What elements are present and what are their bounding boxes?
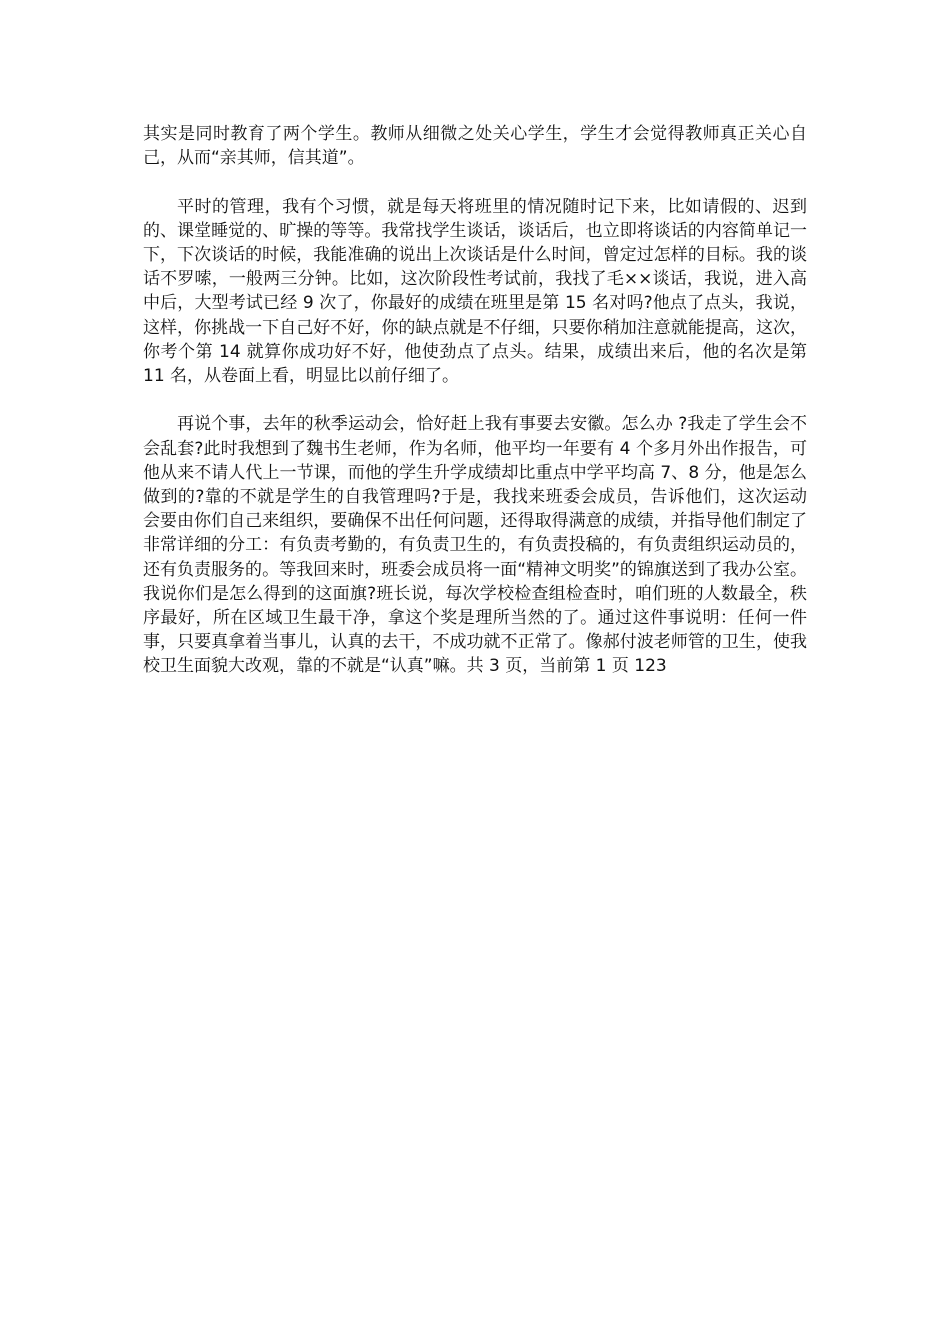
paragraph-1: 其实是同时教育了两个学生。教师从细微之处关心学生，学生才会觉得教师真正关心自己，从而“亲其师，信其道”。 xyxy=(143,124,807,169)
paragraph-3: 再说个事，去年的秋季运动会，恰好赶上我有事要去安徽。怎么办 ?我走了学生会不会乱套?此时我想到了魏书生老师，作为名师，他平均一年要有 4 个多月外出作报告，可他从来不请人代上一节课，而他的学生升学成绩却比重点中学平均高 7、8 分，他是怎么做到的?靠的不就是学生的自我管理吗?于是，我找来班委会成员，告诉他们，这次运动会要由你们自己来组织，要确保不出任何问题，还得取得满意的成绩，并指导他们制定了非常详细的分工：有负责考勤的，有负责卫生的，有负责投稿的，有负责组织运动员的，还有负责服务的。等我回来时，班委会成员将一面“精神文明奖”的锦旗送到了我办公室。我说你们是怎么得到的这面旗?班长说，每次学校检查组检查时，咱们班的人数最全，秩序最好，所在区域卫生最干净，拿这个奖是理所当然的了。通过这件事说明：任何一件事，只要真拿着当事儿，认真的去干，不成功就不正常了。像郝付波老师管的卫生，使我校卫生面貌大改观，靠的不就是“认真”嘛。共 3 页，当前第 1 页 123 xyxy=(143,414,807,677)
document-body xyxy=(143,122,807,679)
paragraph-2: 平时的管理，我有个习惯，就是每天将班里的情况随时记下来，比如请假的、迟到的、课堂睡觉的、旷操的等等。我常找学生谈话，谈话后，也立即将谈话的内容简单记一下，下次谈话的时候，我能准确的说出上次谈话是什么时间，曾定过怎样的目标。我的谈话不罗嗦，一般两三分钟。比如，这次阶段性考试前，我找了毛××谈话，我说，进入高中后，大型考试已经 9 次了，你最好的成绩在班里是第 15 名对吗?他点了点头，我说，这样，你挑战一下自己好不好，你的缺点就是不仔细，只要你稍加注意就能提高，这次，你考个第 14 就算你成功好不好，他使劲点了点头。结果，成绩出来后，他的名次是第 11 名，从卷面上看，明显比以前仔细了。 xyxy=(143,196,807,387)
